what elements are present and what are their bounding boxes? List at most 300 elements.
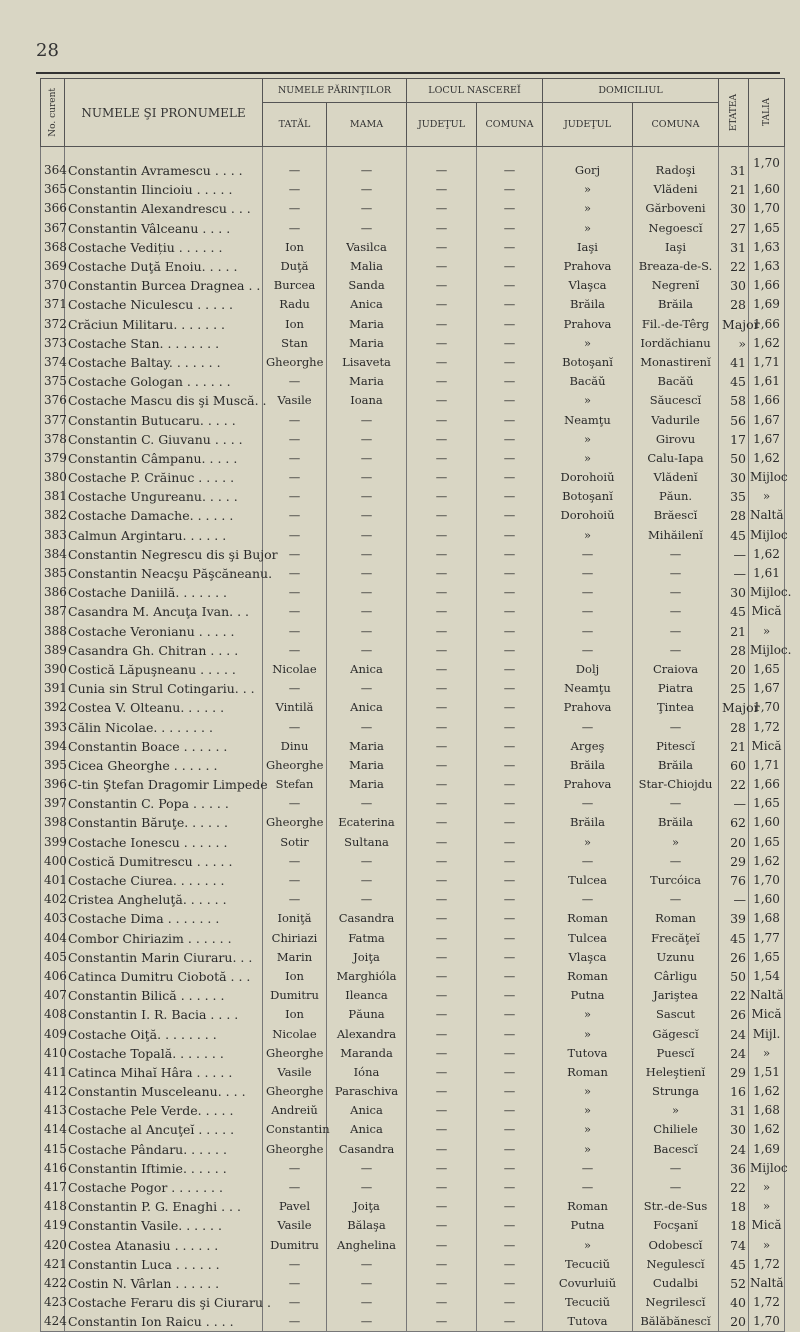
domicile-commune: Cârligu bbox=[633, 967, 719, 986]
age-value: 22 bbox=[719, 1178, 749, 1197]
domicile-commune: Gărboveni bbox=[633, 199, 719, 218]
domicile-county: Tulcea bbox=[543, 929, 633, 948]
birth-commune: — bbox=[477, 775, 543, 794]
age-value: Major bbox=[719, 698, 749, 717]
record-number: 386 bbox=[41, 583, 65, 602]
birth-county: — bbox=[407, 717, 477, 736]
table-row bbox=[41, 1274, 785, 1293]
record-number: 402 bbox=[41, 890, 65, 909]
father-name: Ion bbox=[263, 238, 327, 257]
record-number: 409 bbox=[41, 1024, 65, 1043]
person-name: Constantin Burcea Dragnea . . bbox=[65, 276, 263, 295]
domicile-county: Brăila bbox=[543, 756, 633, 775]
mother-name: Ileanca bbox=[327, 986, 407, 1005]
father-name: — bbox=[263, 564, 327, 583]
domicile-county: » bbox=[543, 334, 633, 353]
domicile-county: Vlaşca bbox=[543, 948, 633, 967]
mother-name: — bbox=[327, 199, 407, 218]
height-value: 1,60 bbox=[749, 813, 785, 832]
birth-commune: — bbox=[477, 506, 543, 525]
birth-commune: — bbox=[477, 1178, 543, 1197]
father-name: Stan bbox=[263, 334, 327, 353]
table-row bbox=[41, 833, 785, 852]
birth-commune: — bbox=[477, 1120, 543, 1139]
birth-county: — bbox=[407, 238, 477, 257]
domicile-commune: Pitescĭ bbox=[633, 737, 719, 756]
table-row bbox=[41, 1236, 785, 1255]
person-name: Costache Ciurea. . . . . . . bbox=[65, 871, 263, 890]
height-value: 1,65 bbox=[749, 219, 785, 238]
record-number: 373 bbox=[41, 334, 65, 353]
record-number: 403 bbox=[41, 909, 65, 928]
height-value: » bbox=[749, 487, 785, 506]
domicile-county: — bbox=[543, 622, 633, 641]
father-name: Andreiŭ bbox=[263, 1101, 327, 1120]
person-name: Constantin Ilincioiu . . . . . bbox=[65, 180, 263, 199]
domicile-commune: Vlădeni bbox=[633, 180, 719, 199]
birth-commune: — bbox=[477, 545, 543, 564]
domicile-commune: Bacăŭ bbox=[633, 372, 719, 391]
domicile-commune: Breaza-de-S. bbox=[633, 257, 719, 276]
mother-name: Maria bbox=[327, 372, 407, 391]
birth-commune: — bbox=[477, 1216, 543, 1235]
father-name: — bbox=[263, 487, 327, 506]
table-row bbox=[41, 353, 785, 372]
father-name: — bbox=[263, 1293, 327, 1312]
birth-county: — bbox=[407, 1044, 477, 1063]
domicile-commune: Frecăţeĭ bbox=[633, 929, 719, 948]
record-number: 408 bbox=[41, 1005, 65, 1024]
birth-commune: — bbox=[477, 852, 543, 871]
age-value: 74 bbox=[719, 1236, 749, 1255]
height-value: 1,65 bbox=[749, 948, 785, 967]
age-value: 31 bbox=[719, 238, 749, 257]
table-row bbox=[41, 564, 785, 583]
domicile-commune: Strunga bbox=[633, 1082, 719, 1101]
domicile-commune: — bbox=[633, 794, 719, 813]
domicile-commune: — bbox=[633, 852, 719, 871]
age-value: 30 bbox=[719, 1120, 749, 1139]
height-value: 1,70 bbox=[749, 147, 785, 181]
father-name: Stefan bbox=[263, 775, 327, 794]
mother-name: — bbox=[327, 410, 407, 429]
mother-name: Fatma bbox=[327, 929, 407, 948]
father-name: Gheorghe bbox=[263, 353, 327, 372]
age-value: 52 bbox=[719, 1274, 749, 1293]
birth-county: — bbox=[407, 909, 477, 928]
record-number: 372 bbox=[41, 315, 65, 334]
birth-commune: — bbox=[477, 698, 543, 717]
age-value: 62 bbox=[719, 813, 749, 832]
height-value: Mică bbox=[749, 737, 785, 756]
domicile-commune: Cudalbi bbox=[633, 1274, 719, 1293]
record-number: 411 bbox=[41, 1063, 65, 1082]
mother-name: — bbox=[327, 449, 407, 468]
age-value: 60 bbox=[719, 756, 749, 775]
person-name: Constantin Marin Ciuraru. . . bbox=[65, 948, 263, 967]
mother-name: — bbox=[327, 487, 407, 506]
domicile-commune: — bbox=[633, 717, 719, 736]
domicile-county: — bbox=[543, 794, 633, 813]
mother-name: — bbox=[327, 526, 407, 545]
age-value: 28 bbox=[719, 295, 749, 314]
table-row bbox=[41, 1293, 785, 1312]
domicile-county: Brăila bbox=[543, 813, 633, 832]
birth-county: — bbox=[407, 1293, 477, 1312]
height-value: 1,62 bbox=[749, 852, 785, 871]
birth-commune: — bbox=[477, 449, 543, 468]
birth-commune: — bbox=[477, 1140, 543, 1159]
domicile-county: Prahova bbox=[543, 775, 633, 794]
record-number: 380 bbox=[41, 468, 65, 487]
person-name: Catinca Mihaĭ Hâra . . . . . bbox=[65, 1063, 263, 1082]
height-value: 1,61 bbox=[749, 564, 785, 583]
age-value: — bbox=[719, 794, 749, 813]
person-name: Constantin Neacşu Păşcăneanu. bbox=[65, 564, 263, 583]
domicile-county: Vlaşca bbox=[543, 276, 633, 295]
height-value: 1,63 bbox=[749, 238, 785, 257]
age-value: 58 bbox=[719, 391, 749, 410]
birth-county: — bbox=[407, 147, 477, 181]
register-table bbox=[40, 78, 792, 1332]
mother-name: — bbox=[327, 717, 407, 736]
height-value: 1,51 bbox=[749, 1063, 785, 1082]
domicile-county: Putna bbox=[543, 1216, 633, 1235]
domicile-county: Roman bbox=[543, 967, 633, 986]
birth-commune: — bbox=[477, 641, 543, 660]
mother-name: — bbox=[327, 545, 407, 564]
birth-county: — bbox=[407, 257, 477, 276]
record-number: 375 bbox=[41, 372, 65, 391]
table-row bbox=[41, 698, 785, 717]
record-number: 410 bbox=[41, 1044, 65, 1063]
record-number: 399 bbox=[41, 833, 65, 852]
father-name: — bbox=[263, 602, 327, 621]
height-value: 1,62 bbox=[749, 449, 785, 468]
table-row bbox=[41, 1024, 785, 1043]
domicile-county: » bbox=[543, 1101, 633, 1120]
record-number: 383 bbox=[41, 526, 65, 545]
height-value: 1,65 bbox=[749, 794, 785, 813]
record-number: 414 bbox=[41, 1120, 65, 1139]
domicile-county: » bbox=[543, 199, 633, 218]
domicile-county: Prahova bbox=[543, 698, 633, 717]
domicile-commune: Mihăilenĭ bbox=[633, 526, 719, 545]
age-value: 40 bbox=[719, 1293, 749, 1312]
domicile-commune: — bbox=[633, 641, 719, 660]
person-name: Constantin Musceleanu. . . . bbox=[65, 1082, 263, 1101]
header-father: TATĂL bbox=[263, 103, 327, 147]
domicile-commune: — bbox=[633, 545, 719, 564]
table-row bbox=[41, 890, 785, 909]
mother-name: — bbox=[327, 430, 407, 449]
father-name: — bbox=[263, 1178, 327, 1197]
birth-county: — bbox=[407, 852, 477, 871]
domicile-commune: Brăila bbox=[633, 813, 719, 832]
domicile-county: — bbox=[543, 717, 633, 736]
age-value: 45 bbox=[719, 372, 749, 391]
birth-commune: — bbox=[477, 276, 543, 295]
birth-county: — bbox=[407, 583, 477, 602]
domicile-commune: Piatra bbox=[633, 679, 719, 698]
father-name: Gheorghe bbox=[263, 1140, 327, 1159]
age-value: 26 bbox=[719, 1005, 749, 1024]
birth-commune: — bbox=[477, 295, 543, 314]
table-row bbox=[41, 813, 785, 832]
domicile-county: Tutova bbox=[543, 1044, 633, 1063]
person-name: Cunia sin Strul Cotingariu. . . bbox=[65, 679, 263, 698]
height-value: » bbox=[749, 1044, 785, 1063]
birth-county: — bbox=[407, 1255, 477, 1274]
table-row bbox=[41, 1082, 785, 1101]
height-value: Mijl. bbox=[749, 1024, 785, 1043]
table-row bbox=[41, 315, 785, 334]
birth-commune: — bbox=[477, 967, 543, 986]
birth-county: — bbox=[407, 890, 477, 909]
record-number: 368 bbox=[41, 238, 65, 257]
record-number: 367 bbox=[41, 219, 65, 238]
mother-name: — bbox=[327, 871, 407, 890]
birth-commune: — bbox=[477, 199, 543, 218]
father-name: — bbox=[263, 794, 327, 813]
person-name: Constantin Băruţe. . . . . . bbox=[65, 813, 263, 832]
father-name: Ion bbox=[263, 967, 327, 986]
table-row bbox=[41, 1255, 785, 1274]
birth-county: — bbox=[407, 1101, 477, 1120]
person-name: Costică Dumitrescu . . . . . bbox=[65, 852, 263, 871]
height-value: 1,70 bbox=[749, 199, 785, 218]
birth-county: — bbox=[407, 410, 477, 429]
age-value: 16 bbox=[719, 1082, 749, 1101]
mother-name: Maria bbox=[327, 756, 407, 775]
record-number: 391 bbox=[41, 679, 65, 698]
person-name: Constantin Vâlceanu . . . . bbox=[65, 219, 263, 238]
birth-commune: — bbox=[477, 353, 543, 372]
father-name: Constantin bbox=[263, 1120, 327, 1139]
domicile-commune: — bbox=[633, 890, 719, 909]
age-value: 28 bbox=[719, 717, 749, 736]
domicile-county: » bbox=[543, 391, 633, 410]
table-row bbox=[41, 679, 785, 698]
height-value: 1,62 bbox=[749, 545, 785, 564]
person-name: Constantin Câmpanu. . . . . bbox=[65, 449, 263, 468]
person-name: Constantin Bilică . . . . . . bbox=[65, 986, 263, 1005]
mother-name: Casandra bbox=[327, 909, 407, 928]
domicile-county: Neamţu bbox=[543, 679, 633, 698]
height-value: 1,62 bbox=[749, 1082, 785, 1101]
domicile-county: Gorj bbox=[543, 147, 633, 181]
birth-commune: — bbox=[477, 487, 543, 506]
mother-name: Anica bbox=[327, 698, 407, 717]
mother-name: — bbox=[327, 622, 407, 641]
age-value: 24 bbox=[719, 1024, 749, 1043]
height-value: 1,72 bbox=[749, 1293, 785, 1312]
table-row bbox=[41, 737, 785, 756]
person-name: Costache Topală. . . . . . . bbox=[65, 1044, 263, 1063]
domicile-commune: Negoescĭ bbox=[633, 219, 719, 238]
mother-name: — bbox=[327, 852, 407, 871]
height-value: 1,72 bbox=[749, 717, 785, 736]
mother-name: Ecaterina bbox=[327, 813, 407, 832]
age-value: 30 bbox=[719, 583, 749, 602]
mother-name: Maria bbox=[327, 315, 407, 334]
record-number: 396 bbox=[41, 775, 65, 794]
domicile-commune: — bbox=[633, 564, 719, 583]
mother-name: — bbox=[327, 1293, 407, 1312]
height-value: 1,66 bbox=[749, 391, 785, 410]
domicile-county: Prahova bbox=[543, 315, 633, 334]
birth-county: — bbox=[407, 986, 477, 1005]
person-name: Costache Damache. . . . . . bbox=[65, 506, 263, 525]
record-number: 404 bbox=[41, 929, 65, 948]
age-value: 22 bbox=[719, 775, 749, 794]
record-number: 376 bbox=[41, 391, 65, 410]
person-name: Costache Gologan . . . . . . bbox=[65, 372, 263, 391]
height-value: Mijloc. bbox=[749, 641, 785, 660]
birth-commune: — bbox=[477, 660, 543, 679]
birth-county: — bbox=[407, 372, 477, 391]
mother-name: — bbox=[327, 468, 407, 487]
height-value: 1,60 bbox=[749, 890, 785, 909]
domicile-commune: Vadurile bbox=[633, 410, 719, 429]
mother-name: Anica bbox=[327, 660, 407, 679]
record-number: 393 bbox=[41, 717, 65, 736]
mother-name: Maria bbox=[327, 334, 407, 353]
person-name: Costin N. Vârlan . . . . . . bbox=[65, 1274, 263, 1293]
father-name: Radu bbox=[263, 295, 327, 314]
person-name: Costache Daniilă. . . . . . . bbox=[65, 583, 263, 602]
birth-county: — bbox=[407, 295, 477, 314]
birth-commune: — bbox=[477, 1312, 543, 1332]
person-name: Constantin C. Giuvanu . . . . bbox=[65, 430, 263, 449]
birth-county: — bbox=[407, 967, 477, 986]
person-name: Constantin Iftimie. . . . . . bbox=[65, 1159, 263, 1178]
age-value: 20 bbox=[719, 833, 749, 852]
birth-commune: — bbox=[477, 909, 543, 928]
record-number: 390 bbox=[41, 660, 65, 679]
height-value: 1,54 bbox=[749, 967, 785, 986]
table-row bbox=[41, 775, 785, 794]
age-value: 30 bbox=[719, 468, 749, 487]
record-number: 420 bbox=[41, 1236, 65, 1255]
domicile-commune: Girovu bbox=[633, 430, 719, 449]
age-value: 24 bbox=[719, 1140, 749, 1159]
father-name: Nicolae bbox=[263, 660, 327, 679]
age-value: 18 bbox=[719, 1216, 749, 1235]
domicile-commune: — bbox=[633, 602, 719, 621]
birth-commune: — bbox=[477, 1044, 543, 1063]
domicile-county: Roman bbox=[543, 909, 633, 928]
father-name: Marin bbox=[263, 948, 327, 967]
domicile-county: — bbox=[543, 890, 633, 909]
domicile-county: » bbox=[543, 1236, 633, 1255]
domicile-commune: Monastirenĭ bbox=[633, 353, 719, 372]
birth-commune: — bbox=[477, 986, 543, 1005]
height-value: Mijloc. bbox=[749, 583, 785, 602]
table-row bbox=[41, 430, 785, 449]
father-name: — bbox=[263, 1255, 327, 1274]
header-height: TALIA bbox=[749, 79, 785, 147]
table-row bbox=[41, 1101, 785, 1120]
table-row bbox=[41, 1044, 785, 1063]
domicile-commune: — bbox=[633, 583, 719, 602]
mother-name: Sanda bbox=[327, 276, 407, 295]
domicile-county: Neamţu bbox=[543, 410, 633, 429]
age-value: 26 bbox=[719, 948, 749, 967]
father-name: Dumitru bbox=[263, 986, 327, 1005]
table-row bbox=[41, 410, 785, 429]
person-name: Costea Atanasiu . . . . . . bbox=[65, 1236, 263, 1255]
record-number: 406 bbox=[41, 967, 65, 986]
age-value: 45 bbox=[719, 602, 749, 621]
mother-name: Anica bbox=[327, 1120, 407, 1139]
record-number: 370 bbox=[41, 276, 65, 295]
birth-county: — bbox=[407, 449, 477, 468]
father-name: — bbox=[263, 199, 327, 218]
table-row bbox=[41, 929, 785, 948]
father-name: Gheorghe bbox=[263, 756, 327, 775]
domicile-county: Botoşanĭ bbox=[543, 353, 633, 372]
person-name: Constantin Alexandrescu . . . bbox=[65, 199, 263, 218]
record-number: 377 bbox=[41, 410, 65, 429]
age-value: 41 bbox=[719, 353, 749, 372]
header-domicile: DOMICILIUL bbox=[543, 79, 719, 103]
domicile-county: Dorohoiŭ bbox=[543, 468, 633, 487]
height-value: 1,70 bbox=[749, 871, 785, 890]
header-age: ETATEA bbox=[719, 79, 749, 147]
person-name: Costache P. Crăinuc . . . . . bbox=[65, 468, 263, 487]
birth-county: — bbox=[407, 698, 477, 717]
person-name: Catinca Dumitru Ciobotă . . . bbox=[65, 967, 263, 986]
person-name: Constantin Negrescu dis şi Bujor bbox=[65, 545, 263, 564]
height-value: 1,60 bbox=[749, 180, 785, 199]
domicile-county: » bbox=[543, 833, 633, 852]
father-name: — bbox=[263, 1312, 327, 1332]
person-name: Costache al Ancuţeĭ . . . . . bbox=[65, 1120, 263, 1139]
mother-name: Anghelina bbox=[327, 1236, 407, 1255]
domicile-county: » bbox=[543, 180, 633, 199]
birth-commune: — bbox=[477, 430, 543, 449]
age-value: 45 bbox=[719, 526, 749, 545]
person-name: Constantin C. Popa . . . . . bbox=[65, 794, 263, 813]
table-row bbox=[41, 622, 785, 641]
birth-county: — bbox=[407, 353, 477, 372]
person-name: Casandra M. Ancuţa Ivan. . . bbox=[65, 602, 263, 621]
father-name: — bbox=[263, 545, 327, 564]
birth-commune: — bbox=[477, 257, 543, 276]
age-value: 21 bbox=[719, 622, 749, 641]
header-birthplace: LOCUL NASCEREĬ bbox=[407, 79, 543, 103]
person-name: Constantin Vasile. . . . . . bbox=[65, 1216, 263, 1235]
record-number: 395 bbox=[41, 756, 65, 775]
domicile-commune: — bbox=[633, 622, 719, 641]
father-name: — bbox=[263, 890, 327, 909]
domicile-county: Tecuciŭ bbox=[543, 1293, 633, 1312]
table-row bbox=[41, 219, 785, 238]
father-name: Vasile bbox=[263, 391, 327, 410]
person-name: Constantin Butucaru. . . . . bbox=[65, 410, 263, 429]
father-name: — bbox=[263, 679, 327, 698]
domicile-commune: Brăescĭ bbox=[633, 506, 719, 525]
father-name: Ioniţă bbox=[263, 909, 327, 928]
domicile-commune: Negulescĭ bbox=[633, 1255, 719, 1274]
domicile-county: » bbox=[543, 1024, 633, 1043]
age-value: 17 bbox=[719, 430, 749, 449]
domicile-county: » bbox=[543, 526, 633, 545]
header-domicile-commune: COMUNA bbox=[633, 103, 719, 147]
birth-county: — bbox=[407, 679, 477, 698]
birth-commune: — bbox=[477, 180, 543, 199]
